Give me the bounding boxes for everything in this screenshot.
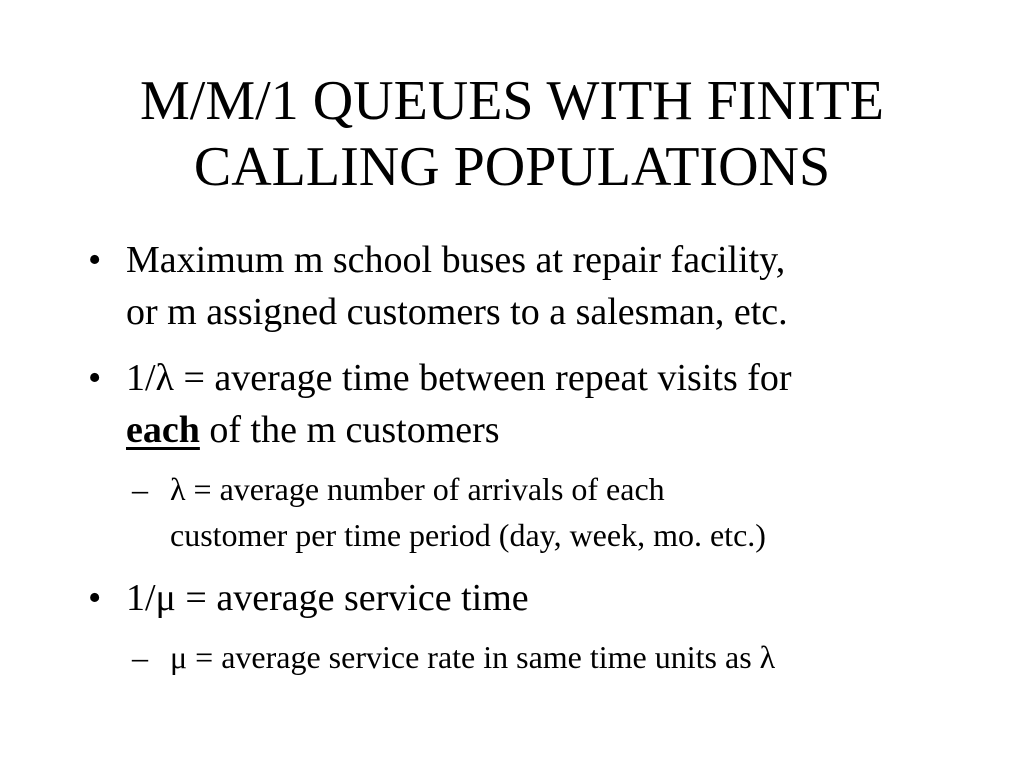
title-line-2: CALLING POPULATIONS [193,136,831,198]
sub-bullet-item-1 [88,466,988,558]
bullet-2-line-2-rest: of the m customers [199,409,500,451]
sub-bullet-item-2 [88,634,988,680]
sub-bullet-1-line-2: customer per time period (day, week, mo. etc.) [170,517,766,553]
slide-title [0,68,1024,200]
bullet-item-3 [88,572,988,624]
bullet-1-line-1: Maximum m school buses at repair facility, [126,239,786,281]
bullet-icon: • [88,357,102,399]
dash-icon: – [132,639,148,675]
emphasis-each: each [126,409,200,451]
slide-body [88,234,988,680]
bullet-1-line-2: or m assigned customers to a salesman, etc. [126,291,788,333]
bullet-icon: • [88,239,102,281]
bullet-2-line-1: 1/λ = average time between repeat visits for [126,357,792,399]
bullet-2-line-2 [126,404,988,456]
sub-bullet-2-line-1: μ = average service rate in same time units as λ [170,639,776,675]
dash-icon: – [132,471,148,507]
sub-bullet-1-line-1: λ = average number of arrivals of each [170,471,665,507]
bullet-icon: • [88,577,102,619]
bullet-item-1 [88,234,988,338]
title-line-1: M/M/1 QUEUES WITH FINITE [139,70,885,132]
bullet-item-2 [88,352,988,456]
bullet-3-line-1: 1/μ = average service time [126,577,529,619]
